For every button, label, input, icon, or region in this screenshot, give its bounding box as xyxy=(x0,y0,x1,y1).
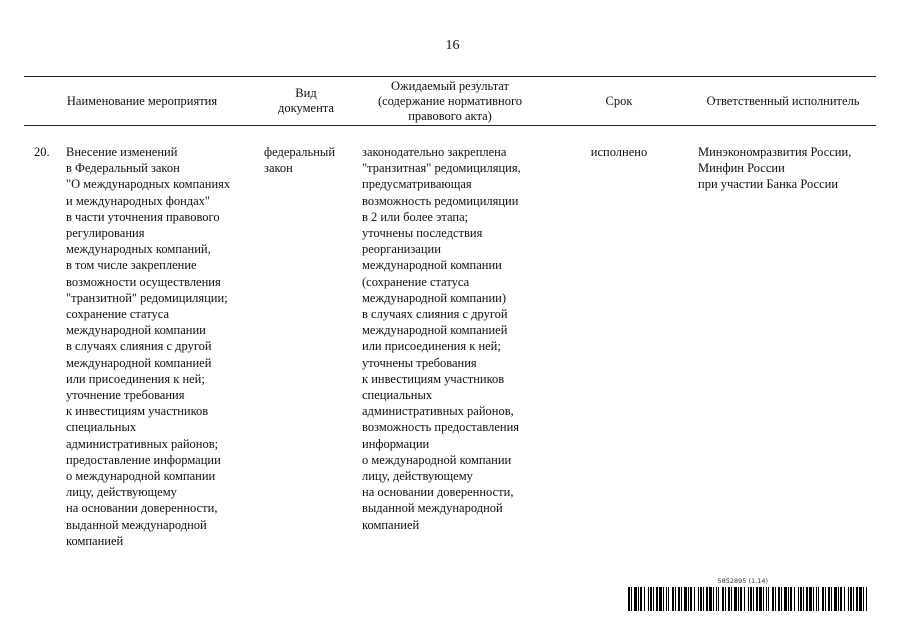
table-header-rule xyxy=(24,125,876,126)
table-top-rule xyxy=(24,76,876,77)
barcode-block xyxy=(628,577,868,611)
row-doc-type: федеральный закон xyxy=(264,145,336,176)
barcode-image xyxy=(628,587,868,611)
header-measure xyxy=(24,78,260,124)
row-result: законодательно закреплена "транзитная" редомициляция, предусматривающая возможность редомициляции в 2 или более этапа; уточнены последствия реорганизации международной компании (сохранение статуса международной компании) в случаях слияния с другой международной компанией или присоединения к ней; уточнены требования к инвестициям участников специальных административных районов, возможность предоставления информации о международной компании лицу, действующему на основании доверенности, выданной международной компанией xyxy=(362,145,521,532)
header-responsible-label: Ответственный исполнитель xyxy=(706,93,860,108)
header-measure-label: Наименование мероприятия xyxy=(66,93,218,108)
header-result xyxy=(352,78,548,124)
header-result-label: Ожидаемый результат (содержание нормативного правового акта) xyxy=(377,78,523,123)
header-deadline-label: Срок xyxy=(605,93,633,108)
header-doc-type xyxy=(260,78,352,124)
header-deadline xyxy=(548,78,690,124)
row-deadline: исполнено xyxy=(590,145,648,159)
header-doc-type-label: Вид документа xyxy=(278,86,334,115)
header-responsible xyxy=(690,78,876,124)
row-responsible: Минэкономразвития России, Минфин России при участии Банка России xyxy=(698,145,852,192)
barcode-label: 5852895 (1.14) xyxy=(717,577,768,585)
row-measure: Внесение изменений в Федеральный закон "О международных компаниях и международных фондах" в части уточнения правового регулирования международных компаний, в том числе закрепление возможности осуществления "транзитной" редомициляции; сохранение статуса международной компании в случаях слияния с другой международной компанией или присоединения к ней; уточнение требования к инвестициям участников специальных административных районов; предоставление информации о международной компании лицу, действующему на основании доверенности, выданной международной компанией xyxy=(66,145,231,548)
page-number: 16 xyxy=(445,38,460,53)
row-number: 20. xyxy=(34,145,50,159)
